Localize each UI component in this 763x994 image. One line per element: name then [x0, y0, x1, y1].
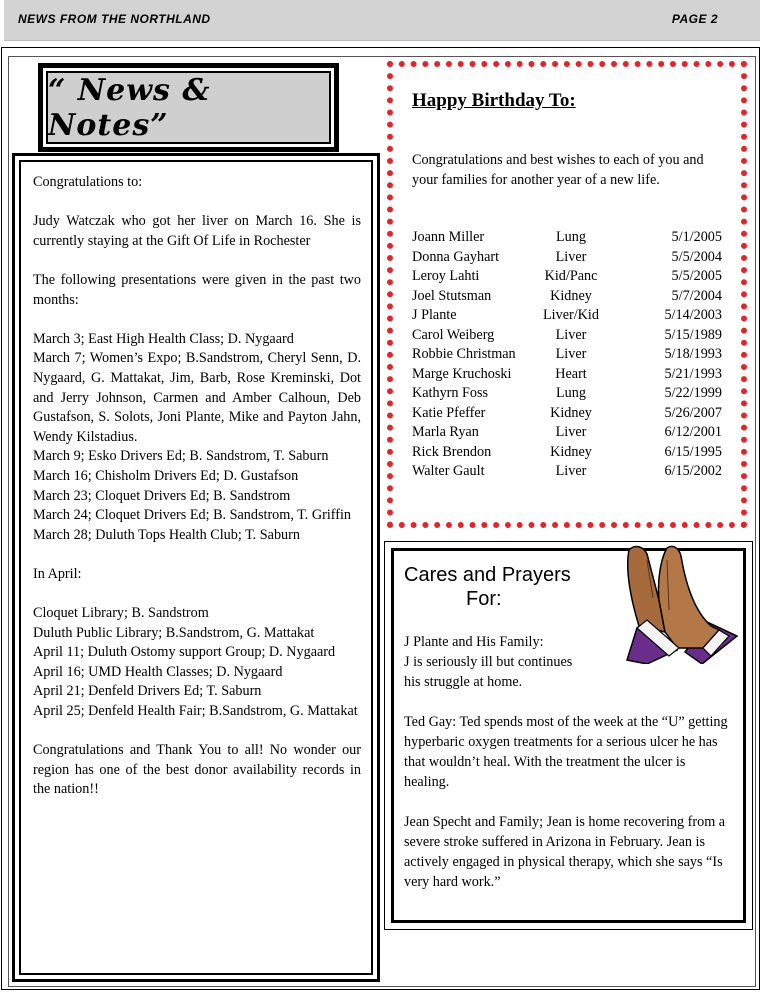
birthday-title: Happy Birthday To: — [412, 90, 576, 111]
birthday-date: 6/15/2002 — [664, 463, 722, 479]
news-line: April 16; UMD Health Classes; D. Nygaard — [33, 663, 283, 680]
news-line: Cloquet Library; B. Sandstrom — [33, 605, 209, 622]
news-line: March 9; Esko Drivers Ed; B. Sandstrom, T. Saburn — [33, 448, 329, 465]
birthday-row — [412, 249, 722, 269]
news-line: March 7; Women’s Expo; B.Sandstrom, Cheryl Senn, D. Nygaard, G. Mattakat, Jim, Barb, Rose Kreminski, Dot and Jerry Johnson, Carmen and Amber Calhoun, Deb Gustafson, S. Solots, Joni Plante, Mike and Payton Jahn, Wendy Kilstadius. — [33, 350, 361, 445]
birthday-name: Robbie Christman — [412, 346, 516, 362]
news-line: April 21; Denfeld Drivers Ed; T. Saburn — [33, 683, 262, 700]
birthday-name: Carol Weiberg — [412, 326, 495, 343]
birthday-date: 5/5/2004 — [671, 248, 722, 265]
news-notes-title: “ News & Notes” — [48, 72, 211, 143]
birthday-organ: Kidney — [550, 443, 592, 460]
news-line: March 16; Chisholm Drivers Ed; D. Gustafson — [33, 467, 299, 484]
birthday-date: 5/18/1993 — [664, 346, 722, 362]
birthday-row — [412, 405, 722, 425]
birthday-name: J Plante — [412, 307, 457, 323]
cares-line: Ted Gay: Ted spends most of the week at the “U” getting hyperbaric oxygen treatments for a serious ulcer he has that wouldn’t heal. With the treatment the ulcer is healing. — [404, 714, 728, 790]
news-line: March 28; Duluth Tops Health Club; T. Saburn — [33, 526, 300, 543]
birthday-organ: Kidney — [550, 287, 592, 304]
news-line: April 11; Duluth Ostomy support Group; D. Nygaard — [33, 644, 336, 661]
birthday-organ: Liver — [555, 326, 587, 343]
news-line: In April: — [33, 565, 82, 582]
birthday-row — [412, 229, 722, 249]
news-text — [33, 173, 361, 800]
news-line: Congratulations and Thank You to all! No wonder our region has one of the best donor availability records in the nation!! — [33, 742, 361, 798]
birthday-row — [412, 346, 722, 366]
birthday-date: 6/12/2001 — [664, 424, 722, 440]
birthday-name: Rick Brendon — [412, 443, 492, 460]
birthday-name: Kathyrn Foss — [412, 385, 489, 401]
news-line: Duluth Public Library; B.Sandstrom, G. Mattakat — [33, 624, 315, 641]
cares-line: J is seriously ill but continues — [404, 654, 573, 670]
birthday-date: 5/22/1999 — [664, 385, 722, 401]
birthday-row — [412, 424, 722, 444]
newsletter-name: NEWS FROM THE NORTHLAND — [18, 12, 211, 26]
birthday-name: Leroy Lahti — [412, 268, 480, 284]
birthday-organ: Heart — [555, 365, 587, 382]
birthday-organ: Lung — [556, 229, 586, 245]
birthday-row — [412, 307, 722, 327]
cares-title — [404, 563, 571, 611]
birthday-date: 5/26/2007 — [664, 404, 722, 421]
birthday-name: Joel Stutsman — [412, 287, 492, 304]
cares-line: Jean Specht and Family; Jean is home recovering from a severe stroke suffered in Arizona in February. Jean is actively engaged in physical therapy, which she says “Is very hard work.” — [404, 814, 726, 890]
news-notes-title-box — [38, 63, 339, 152]
birthday-row — [412, 327, 722, 347]
birthday-row — [412, 268, 722, 288]
cares-title-line: For: — [466, 588, 502, 610]
birthday-name: Marge Kruchoski — [412, 365, 512, 382]
birthday-date: 5/14/2003 — [664, 307, 722, 323]
birthday-date: 5/15/1989 — [664, 326, 722, 343]
news-line: March 23; Cloquet Drivers Ed; B. Sandstrom — [33, 487, 291, 504]
birthday-date: 6/15/1995 — [664, 443, 722, 460]
birthday-date: 5/1/2005 — [671, 229, 722, 245]
birthday-intro: Congratulations and best wishes to each of you and your families for another year of a new life. — [412, 152, 704, 188]
birthday-row — [412, 444, 722, 464]
cares-line: his struggle at home. — [404, 674, 523, 690]
cares-line: J Plante and His Family: — [404, 634, 544, 650]
birthday-list — [412, 229, 722, 483]
birthday-row — [412, 366, 722, 386]
news-line: The following presentations were given in the past two months: — [33, 271, 361, 308]
birthday-organ: Kid/Panc — [544, 268, 598, 284]
birthday-organ: Liver/Kid — [543, 307, 599, 323]
birthday-date: 5/5/2005 — [671, 268, 722, 284]
birthday-organ: Kidney — [550, 404, 592, 421]
news-line: Congratulations to: — [33, 174, 143, 190]
cares-title-line: Cares and Prayers — [404, 564, 571, 586]
birthday-name: Marla Ryan — [412, 424, 479, 440]
news-line: March 24; Cloquet Drivers Ed; B. Sandstrom, T. Griffin — [33, 507, 351, 524]
birthday-row — [412, 288, 722, 308]
birthday-organ: Lung — [556, 385, 586, 401]
news-line: Judy Watczak who got her liver on March 16. She is currently staying at the Gift Of Life in Rochester — [33, 213, 361, 249]
birthday-date: 5/21/1993 — [664, 365, 722, 382]
birthday-date: 5/7/2004 — [671, 287, 722, 304]
page-header — [4, 0, 760, 41]
birthday-name: Joann Miller — [412, 229, 485, 245]
birthday-name: Walter Gault — [412, 463, 485, 479]
birthday-name: Katie Pfeffer — [412, 404, 486, 421]
news-line: April 25; Denfeld Health Fair; B.Sandstrom, G. Mattakat — [33, 703, 358, 720]
news-line: March 3; East High Health Class; D. Nygaard — [33, 330, 294, 347]
page-number: PAGE 2 — [671, 12, 718, 26]
birthday-organ: Liver — [555, 424, 587, 440]
cares-text — [404, 632, 734, 892]
birthday-row — [412, 463, 722, 483]
birthday-organ: Liver — [555, 463, 587, 479]
birthday-row — [412, 385, 722, 405]
birthday-organ: Liver — [555, 248, 587, 265]
birthday-name: Donna Gayhart — [412, 248, 500, 265]
birthday-organ: Liver — [555, 346, 587, 362]
